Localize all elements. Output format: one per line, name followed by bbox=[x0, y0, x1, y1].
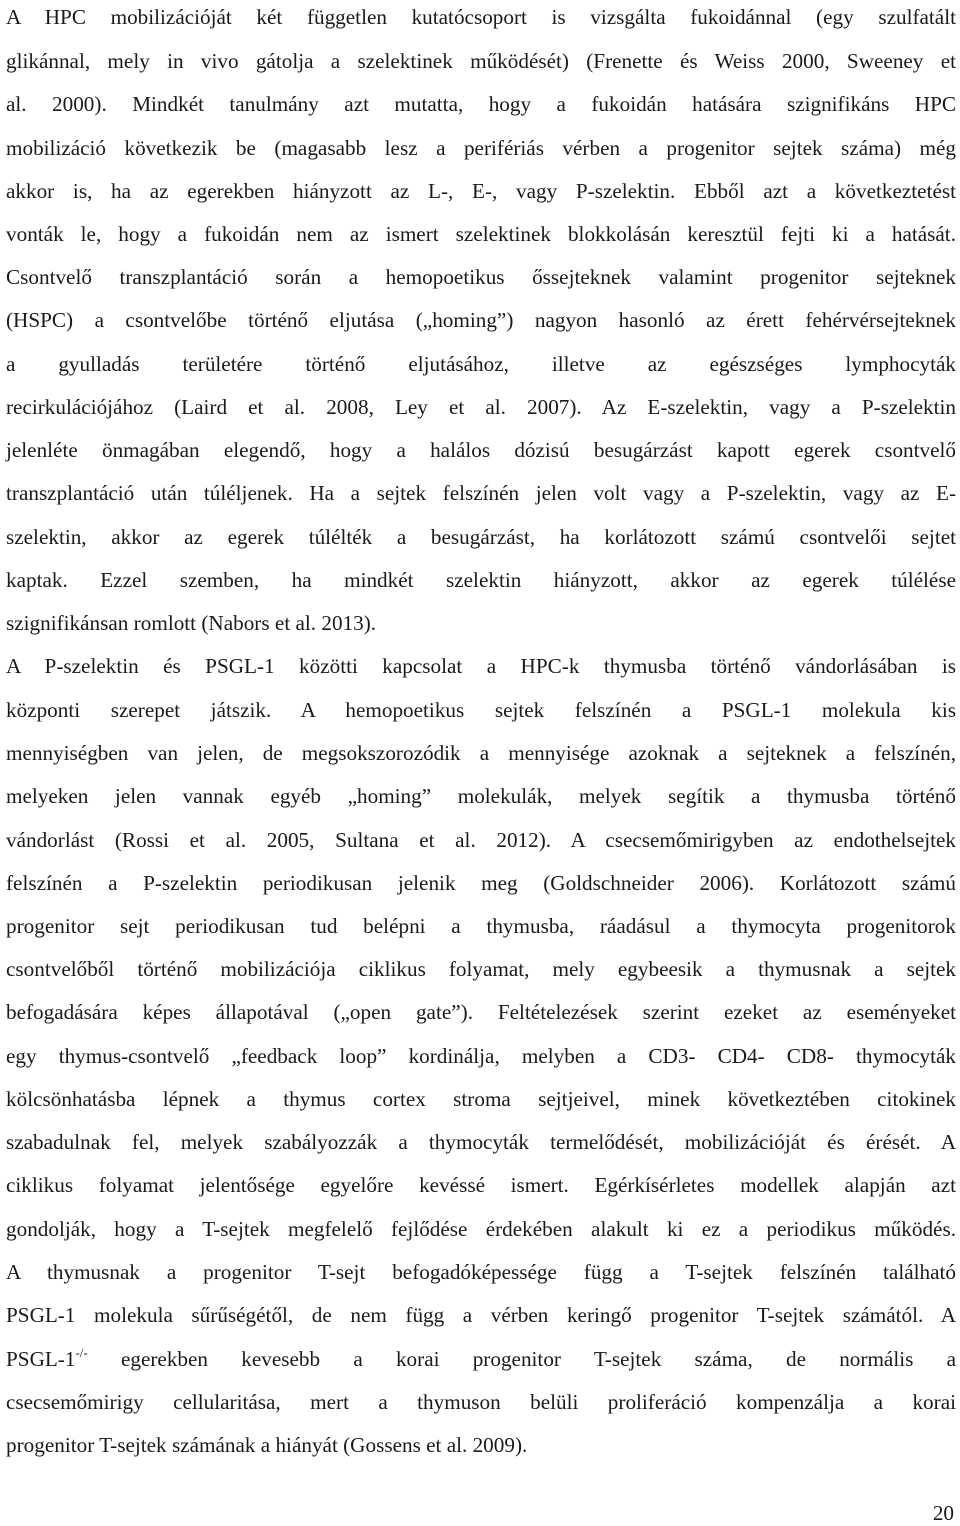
gene-name: PSGL-1 bbox=[6, 1347, 76, 1371]
text-line: egy thymus-csontvelő „feedback loop” kordinálja, melyben a CD3- CD4- CD8- thymocyták bbox=[6, 1044, 956, 1068]
text-line: ciklikus folyamat jelentősége egyelőre kevéssé ismert. Egérkísérletes modellek alapján azt bbox=[6, 1173, 956, 1197]
text-line-rest: egerekben kevesebb a korai progenitor T-sejtek száma, de normális a bbox=[87, 1347, 956, 1371]
text-line: csontvelőből történő mobilizációja ciklikus folyamat, mely egybeesik a thymusnak a sejtek bbox=[6, 957, 956, 981]
page-number: 20 bbox=[932, 1501, 954, 1525]
text-line: glikánnal, mely in vivo gátolja a szelektinek működését) (Frenette és Weiss 2000, Sweeney et bbox=[6, 49, 956, 73]
text-line: szabadulnak fel, melyek szabályozzák a thymocyták termelődését, mobilizációját és érését. A bbox=[6, 1130, 956, 1154]
text-line: A thymusnak a progenitor T-sejt befogadóképessége függ a T-sejtek felszínén található bbox=[6, 1260, 956, 1284]
text-line: melyeken jelen vannak egyéb „homing” molekulák, melyek segítik a thymusba történő bbox=[6, 784, 956, 808]
text-line: csecsemőmirigy cellularitása, mert a thymuson belüli proliferáció kompenzálja a korai bbox=[6, 1390, 956, 1414]
text-line: a gyulladás területére történő eljutásához, illetve az egészséges lymphocyták bbox=[6, 352, 956, 376]
text-line: A HPC mobilizációját két független kutatócsoport is vizsgálta fukoidánnal (egy szulfatált bbox=[6, 5, 956, 29]
text-line: kaptak. Ezzel szemben, ha mindkét szelektin hiányzott, akkor az egerek túlélése bbox=[6, 568, 956, 592]
text-line: progenitor T-sejtek számának a hiányát (Gossens et al. 2009). bbox=[6, 1433, 528, 1457]
text-line: al. 2000). Mindkét tanulmány azt mutatta, hogy a fukoidán hatására szignifikáns HPC bbox=[6, 92, 956, 116]
text-line: befogadására képes állapotával („open gate”). Feltételezések szerint ezeket az eseményeket bbox=[6, 1000, 956, 1024]
text-line-with-superscript bbox=[6, 1346, 956, 1372]
text-line: jelenléte önmagában elegendő, hogy a halálos dózisú besugárzást kapott egerek csontvelő bbox=[6, 438, 956, 462]
text-line: kölcsönhatásba lépnek a thymus cortex stroma sejtjeivel, minek következtében citokinek bbox=[6, 1087, 956, 1111]
text-line: PSGL-1 molekula sűrűségétől, de nem függ a vérben keringő progenitor T-sejtek számától. A bbox=[6, 1303, 956, 1327]
text-line: vonták le, hogy a fukoidán nem az ismert szelektinek blokkolásán keresztül fejti ki a hatását. bbox=[6, 222, 956, 246]
text-line: gondolják, hogy a T-sejtek megfelelő fejlődése érdekében alakult ki ez a periodikus működés. bbox=[6, 1217, 956, 1241]
text-line: (HSPC) a csontvelőbe történő eljutása („homing”) nagyon hasonló az érett fehérvérsejteknek bbox=[6, 308, 956, 332]
text-line: szelektin, akkor az egerek túlélték a besugárzást, ha korlátozott számú csontvelői sejtet bbox=[6, 525, 956, 549]
text-line: akkor is, ha az egerekben hiányzott az L-, E-, vagy P-szelektin. Ebből azt a következtetést bbox=[6, 179, 956, 203]
text-line: Csontvelő transzplantáció során a hemopoetikus őssejteknek valamint progenitor sejteknek bbox=[6, 265, 956, 289]
text-line: szignifikánsan romlott (Nabors et al. 2013). bbox=[6, 611, 377, 635]
text-line: központi szerepet játszik. A hemopoetikus sejtek felszínén a PSGL-1 molekula kis bbox=[6, 698, 956, 722]
text-line: recirkulációjához (Laird et al. 2008, Ley et al. 2007). Az E-szelektin, vagy a P-szelektin bbox=[6, 395, 956, 419]
text-line: progenitor sejt periodikusan tud belépni a thymusba, ráadásul a thymocyta progenitorok bbox=[6, 914, 956, 938]
text-line: mennyiségben van jelen, de megsokszorozódik a mennyisége azoknak a sejteknek a felszínén, bbox=[6, 741, 956, 765]
superscript: -/- bbox=[75, 1345, 88, 1360]
text-line: transzplantáció után túléljenek. Ha a sejtek felszínén jelen volt vagy a P-szelektin, vagy az E- bbox=[6, 481, 956, 505]
text-line: A P-szelektin és PSGL-1 közötti kapcsolat a HPC-k thymusba történő vándorlásában is bbox=[6, 654, 956, 678]
text-line: vándorlást (Rossi et al. 2005, Sultana et al. 2012). A csecsemőmirigyben az endothelsejtek bbox=[6, 828, 956, 852]
text-line: felszínén a P-szelektin periodikusan jelenik meg (Goldschneider 2006). Korlátozott számú bbox=[6, 871, 956, 895]
text-line: mobilizáció következik be (magasabb lesz a perifériás vérben a progenitor sejtek száma) még bbox=[6, 136, 956, 160]
